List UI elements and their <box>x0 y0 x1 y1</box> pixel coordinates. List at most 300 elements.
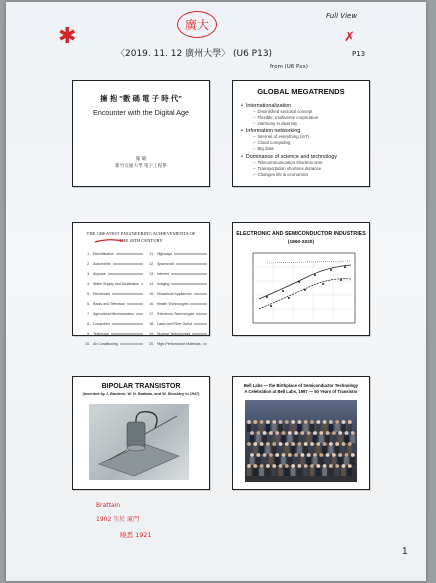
transistor-photo <box>89 404 189 480</box>
person-head <box>298 420 302 424</box>
person-head <box>253 464 257 468</box>
achievement-label: Airplane <box>93 272 106 276</box>
person-body <box>278 424 283 432</box>
person-head <box>307 431 311 435</box>
person-body <box>313 457 318 465</box>
achievement-rank: 6. <box>87 302 90 306</box>
person-body <box>287 435 292 443</box>
achievement-bar <box>194 323 207 325</box>
handwritten-top-right-note: Full View <box>326 12 358 20</box>
achievement-rank: 11. <box>149 252 154 256</box>
slide-affiliation: 新竹交通大學 電子工程系 <box>115 163 167 168</box>
person-head <box>250 453 254 457</box>
person-body <box>269 457 274 465</box>
person-body <box>332 457 337 465</box>
series-line-1 <box>259 265 351 299</box>
achievement-label: Health Technologies <box>157 302 189 306</box>
person-body <box>316 446 321 454</box>
person-body <box>341 424 346 432</box>
achievement-label: Petroleum Technologies <box>157 312 195 316</box>
person-body <box>335 468 340 476</box>
person-head <box>247 464 251 468</box>
person-head <box>269 453 273 457</box>
person-body <box>266 446 271 454</box>
person-head <box>338 431 342 435</box>
person-body <box>350 457 355 465</box>
person-head <box>288 431 292 435</box>
person-body <box>281 435 286 443</box>
person-body <box>344 457 349 465</box>
achievement-row <box>81 329 143 339</box>
person-body <box>329 424 334 432</box>
person-body <box>247 468 252 476</box>
person-body <box>284 446 289 454</box>
achievement-row <box>145 309 207 319</box>
person-head <box>256 453 260 457</box>
person-head <box>291 464 295 468</box>
slide-caption-line1: Bell Labs — the Birthplace of Semiconductor Technology <box>243 383 359 388</box>
achievement-label: Computers <box>93 322 111 326</box>
person-head <box>279 464 283 468</box>
person-head <box>329 442 333 446</box>
achievement-row <box>145 259 207 269</box>
slide-inventors: (Invented by J. Bardeen, W. H. Brattain, and W. Shockley in 1947) <box>82 392 200 396</box>
person-body <box>294 435 299 443</box>
achievement-bar <box>171 283 207 285</box>
person-body <box>272 446 277 454</box>
achievement-bar <box>136 313 143 315</box>
person-head <box>294 453 298 457</box>
person-head <box>345 431 349 435</box>
bell-labs-group-photo <box>245 400 357 482</box>
series-line-2 <box>259 279 351 309</box>
person-head <box>247 442 251 446</box>
person-body <box>272 424 277 432</box>
person-body <box>322 468 327 476</box>
person-body <box>269 435 274 443</box>
achievement-rank: 18. <box>149 322 154 326</box>
megatrend-item: • Internationalization <box>241 103 365 109</box>
person-head <box>272 442 276 446</box>
slide-title: BIPOLAR TRANSISTOR <box>101 383 181 390</box>
achievement-rank: 14. <box>149 282 154 286</box>
achievement-bar <box>111 333 143 335</box>
person-head <box>301 453 305 457</box>
achievement-label: Highways <box>157 252 173 256</box>
person-head <box>316 420 320 424</box>
achievement-label: Water Supply and Distribution <box>93 282 140 286</box>
person-head <box>279 420 283 424</box>
person-head <box>298 464 302 468</box>
achievement-row <box>145 319 207 329</box>
achievement-label: Electronics <box>93 292 111 296</box>
person-head <box>263 431 267 435</box>
person-head <box>348 442 352 446</box>
person-body <box>253 424 258 432</box>
person-head <box>313 431 317 435</box>
achievement-rank: 5. <box>87 292 90 296</box>
person-head <box>345 453 349 457</box>
person-head <box>291 420 295 424</box>
person-body <box>350 435 355 443</box>
slide-encounter-digital-age <box>72 80 210 187</box>
megatrend-subitem: – Diminished sectoral concept <box>241 109 365 115</box>
person-head <box>326 453 330 457</box>
person-head <box>316 442 320 446</box>
achievement-row <box>81 339 143 349</box>
person-body <box>338 457 343 465</box>
person-head <box>326 431 330 435</box>
person-body <box>256 457 261 465</box>
megatrend-subitem: – Cloud computing <box>241 140 365 146</box>
achievement-bar <box>141 283 143 285</box>
person-body <box>347 446 352 454</box>
person-head <box>282 453 286 457</box>
achievement-rank: 7. <box>87 312 90 316</box>
achievement-row <box>145 269 207 279</box>
achievement-column-right <box>145 249 207 349</box>
person-body <box>347 424 352 432</box>
person-head <box>329 420 333 424</box>
person-head <box>304 464 308 468</box>
person-body <box>322 424 327 432</box>
person-body <box>291 424 296 432</box>
person-head <box>272 464 276 468</box>
achievement-bar <box>127 303 143 305</box>
achievement-rank: 19. <box>149 332 154 336</box>
person-body <box>253 446 258 454</box>
person-head <box>310 442 314 446</box>
person-body <box>341 446 346 454</box>
person-head <box>279 442 283 446</box>
handwritten-circled-chinese: 廣大 <box>177 11 217 38</box>
megatrend-subitem: – Changes life & economics <box>241 172 365 178</box>
person-head <box>291 442 295 446</box>
achievement-bar <box>112 293 143 295</box>
achievement-bar <box>174 253 207 255</box>
person-body <box>297 468 302 476</box>
person-head <box>263 453 267 457</box>
person-head <box>304 420 308 424</box>
slide-global-megatrends <box>232 80 370 187</box>
achievement-label: Electrification <box>93 252 114 256</box>
person-head <box>288 453 292 457</box>
achievement-bar <box>176 263 207 265</box>
person-head <box>329 464 333 468</box>
slide-title: THE GREATEST ENGINEERING ACHIEVEMENTS OF <box>86 231 196 236</box>
person-body <box>325 435 330 443</box>
person-body <box>316 424 321 432</box>
slide-title: ELECTRONIC AND SEMICONDUCTOR INDUSTRIES <box>236 231 366 237</box>
person-head <box>250 431 254 435</box>
person-head <box>351 431 355 435</box>
slide-bell-labs <box>232 376 370 490</box>
person-head <box>310 420 314 424</box>
plot-frame <box>253 253 355 323</box>
person-head <box>260 442 264 446</box>
achievement-row <box>81 249 143 259</box>
slide-bipolar-transistor <box>72 376 210 490</box>
slide-caption-line2: A Celebration at Bell Labs, 1997 — 50 Years of Transistor <box>244 389 358 394</box>
person-head <box>307 453 311 457</box>
achievement-row <box>145 289 207 299</box>
achievement-bar <box>108 273 143 275</box>
person-head <box>282 431 286 435</box>
person-head <box>348 464 352 468</box>
person-body <box>291 446 296 454</box>
person-head <box>335 442 339 446</box>
person-body <box>310 446 315 454</box>
achievement-label: Radio and Television <box>93 302 126 306</box>
person-head <box>351 453 355 457</box>
person-head <box>272 420 276 424</box>
achievement-bar <box>203 343 207 345</box>
achievement-label: Agricultural Mechanization <box>93 312 135 316</box>
achievement-bar <box>194 293 207 295</box>
achievement-bar <box>120 343 143 345</box>
slide-title-line2: THE 20TH CENTURY <box>119 238 163 243</box>
person-body <box>347 468 352 476</box>
slide-title-english: Encounter with the Digital Age <box>93 108 189 117</box>
person-body <box>297 424 302 432</box>
person-body <box>284 424 289 432</box>
person-body <box>262 457 267 465</box>
achievement-row <box>145 339 207 349</box>
achievement-rank: 15. <box>149 292 154 296</box>
person-body <box>247 424 252 432</box>
achievement-row <box>145 299 207 309</box>
achievement-rank: 4. <box>87 282 90 286</box>
slide-industry-chart <box>232 222 370 336</box>
person-head <box>342 464 346 468</box>
person-body <box>291 468 296 476</box>
person-body <box>329 468 334 476</box>
megatrend-subitem: – Telecommunication shortens time <box>241 160 365 166</box>
person-head <box>253 442 257 446</box>
person-body <box>294 457 299 465</box>
person-body <box>272 468 277 476</box>
achievement-rank: 3. <box>87 272 90 276</box>
person-head <box>335 420 339 424</box>
slide-years: (1960-2020) <box>287 240 315 245</box>
person-body <box>316 468 321 476</box>
slide-title: GLOBAL MEGATRENDS <box>257 87 345 96</box>
person-body <box>259 468 264 476</box>
achievement-label: Nuclear Technologies <box>157 332 191 336</box>
person-head <box>332 431 336 435</box>
achievement-row <box>145 329 207 339</box>
achievement-row <box>81 319 143 329</box>
person-head <box>332 453 336 457</box>
achievement-row <box>81 279 143 289</box>
person-head <box>323 442 327 446</box>
slide-author: 施 敏 <box>135 157 147 162</box>
slide-engineering-achievements <box>72 222 210 346</box>
megatrend-item: • Information networking <box>241 128 365 134</box>
achievement-row <box>81 309 143 319</box>
person-head <box>323 420 327 424</box>
person-head <box>342 420 346 424</box>
page-number: 1 <box>402 546 408 557</box>
red-underline-mark <box>94 238 124 244</box>
person-body <box>335 446 340 454</box>
person-body <box>266 468 271 476</box>
person-head <box>269 431 273 435</box>
person-head <box>285 420 289 424</box>
handwritten-bottom-note-2: 1902 生於 廈門 <box>96 516 140 523</box>
achievement-rank: 16. <box>149 302 154 306</box>
person-head <box>310 464 314 468</box>
person-body <box>266 424 271 432</box>
person-body <box>325 457 330 465</box>
achievement-label: High-Performance Materials <box>157 342 201 346</box>
achievement-rank: 8. <box>87 322 90 326</box>
achievement-label: Air Conditioning <box>93 342 118 346</box>
person-head <box>342 442 346 446</box>
person-body <box>306 435 311 443</box>
achievement-row <box>145 279 207 289</box>
achievement-label: Telephone <box>93 332 110 336</box>
person-body <box>250 435 255 443</box>
megatrend-subitem: – Transportation shortens distance <box>241 166 365 172</box>
achievement-rank: 17. <box>149 312 154 316</box>
person-body <box>329 446 334 454</box>
person-body <box>284 468 289 476</box>
person-body <box>338 435 343 443</box>
person-body <box>278 468 283 476</box>
series-line-3 <box>267 261 351 263</box>
paper-sheet <box>6 2 426 581</box>
industry-growth-plot <box>247 251 359 331</box>
achievement-label: Internet <box>157 272 169 276</box>
person-body <box>287 457 292 465</box>
person-body <box>256 435 261 443</box>
handwritten-top-note: 〈2019. 11. 12 廣州大學〉 (U6 P13) <box>116 49 273 59</box>
person-body <box>247 446 252 454</box>
achievement-column-left <box>81 249 143 349</box>
achievement-bar <box>192 333 207 335</box>
crowd-figures <box>245 400 357 482</box>
person-body <box>253 468 258 476</box>
achievement-label: Laser and Fiber Optics <box>157 322 193 326</box>
person-head <box>313 453 317 457</box>
achievement-rank: 12. <box>149 262 154 266</box>
person-body <box>313 435 318 443</box>
achievement-rank: 2. <box>87 262 90 266</box>
achievement-bar <box>113 263 143 265</box>
achievement-bar <box>190 303 207 305</box>
person-body <box>281 457 286 465</box>
person-body <box>335 424 340 432</box>
handwritten-sub-note: from (U6 Pxx) <box>270 64 308 70</box>
person-body <box>250 457 255 465</box>
person-body <box>341 468 346 476</box>
person-body <box>300 435 305 443</box>
achievement-label: Imaging <box>157 282 170 286</box>
person-body <box>275 435 280 443</box>
person-head <box>266 442 270 446</box>
person-head <box>319 431 323 435</box>
handwritten-page-ref: P13 <box>352 50 366 58</box>
person-head <box>285 442 289 446</box>
achievement-rank: 20. <box>149 342 154 346</box>
achievement-row <box>81 299 143 309</box>
person-body <box>262 435 267 443</box>
person-body <box>275 457 280 465</box>
person-head <box>260 420 264 424</box>
handwritten-bottom-note-1: Brattain <box>96 502 121 509</box>
person-body <box>278 446 283 454</box>
person-body <box>306 457 311 465</box>
achievement-rank: 10. <box>85 342 90 346</box>
person-head <box>253 420 257 424</box>
person-body <box>297 446 302 454</box>
red-star-mark: ✱ <box>58 24 77 49</box>
person-head <box>266 464 270 468</box>
red-signature-mark: ✗ <box>344 30 355 45</box>
achievement-label: Spacecraft <box>157 262 174 266</box>
achievement-bar <box>116 253 143 255</box>
person-head <box>256 431 260 435</box>
person-head <box>247 420 251 424</box>
achievement-label: Automobile <box>93 262 111 266</box>
megatrend-subitem: – Internet of everything (IoT) <box>241 134 365 140</box>
person-body <box>344 435 349 443</box>
person-head <box>338 453 342 457</box>
person-body <box>303 446 308 454</box>
achievement-row <box>145 249 207 259</box>
slide-title-chinese: 擁 抱 "數 碼 電 子 時 代" <box>100 94 182 103</box>
person-head <box>304 442 308 446</box>
person-head <box>301 431 305 435</box>
person-body <box>310 468 315 476</box>
person-head <box>294 431 298 435</box>
person-body <box>303 424 308 432</box>
person-head <box>298 442 302 446</box>
megatrend-subitem: – Harmony in diversity <box>241 121 365 127</box>
person-head <box>275 431 279 435</box>
achievement-row <box>81 289 143 299</box>
person-body <box>319 435 324 443</box>
person-body <box>300 457 305 465</box>
person-head <box>319 453 323 457</box>
person-body <box>259 446 264 454</box>
person-body <box>259 424 264 432</box>
person-head <box>285 464 289 468</box>
achievement-rank: 9. <box>87 332 90 336</box>
megatrend-item: • Dominance of science and technology <box>241 154 365 160</box>
megatrend-subitem: – Flexible, multiverse corporation <box>241 115 365 121</box>
megatrend-list <box>241 101 365 178</box>
person-head <box>348 420 352 424</box>
person-body <box>303 468 308 476</box>
achievement-bar <box>112 323 143 325</box>
person-head <box>260 464 264 468</box>
handwritten-bottom-note-3: 曉悉 1921 <box>120 531 152 539</box>
achievement-rank: 1. <box>87 252 90 256</box>
person-body <box>332 435 337 443</box>
person-head <box>316 464 320 468</box>
achievement-rank: 13. <box>149 272 154 276</box>
achievement-bar <box>196 313 207 315</box>
person-head <box>266 420 270 424</box>
achievement-label: Household Appliances <box>157 292 192 296</box>
person-body <box>310 424 315 432</box>
achievement-row <box>81 259 143 269</box>
megatrend-subitem: – Big data <box>241 146 365 152</box>
achievement-row <box>81 269 143 279</box>
person-body <box>322 446 327 454</box>
